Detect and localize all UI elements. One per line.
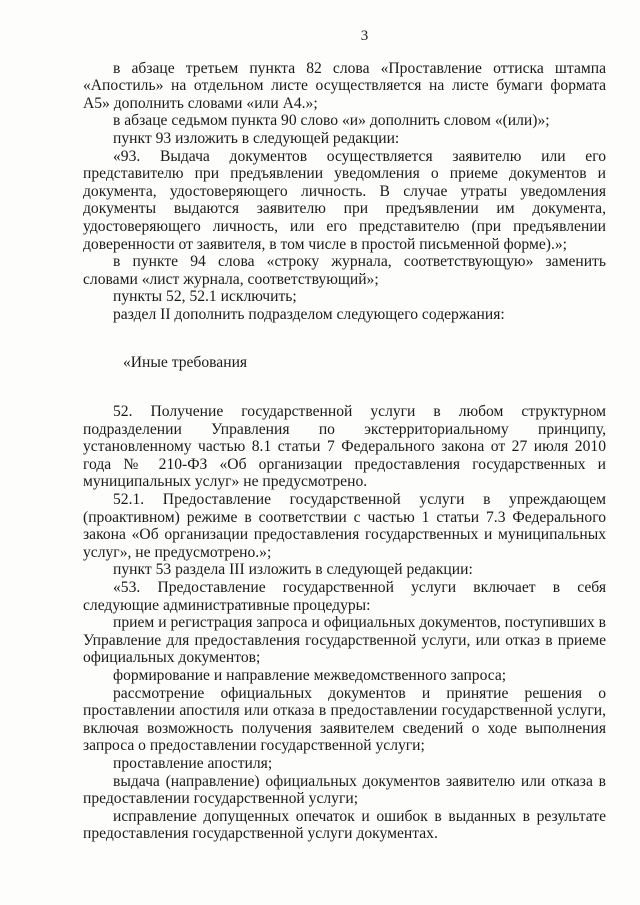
section-heading: «Иные требования	[123, 353, 248, 371]
procedure-item: рассмотрение официальных документов и принятие решения о проставлении апостиля или отказа в предоставлении государственной услуги, включая возможность получения заявителем сведений о ходе выполнения запроса о предоставлении государственной услуги;	[83, 684, 606, 755]
procedure-item: выдача (направление) официальных документов заявителю или отказа в предоставлении государственной услуги;	[83, 772, 606, 808]
procedure-item: прием и регистрация запроса и официальных документов, поступивших в Управление для предоставления государственной услуги, или отказ в приеме официальных документов;	[83, 614, 606, 667]
procedure-item: исправление допущенных опечаток и ошибок в выданных в результате предоставления государственной услуги документах.	[83, 807, 606, 843]
page-number: 3	[360, 28, 369, 44]
paragraph-amend-93-intro: пункт 93 изложить в следующей редакции:	[113, 129, 400, 147]
paragraph-item-52: 52. Получение государственной услуги в любом структурном подразделении Управления по экстерриториальному принципу, установленному частью 8.1 статьи 7 Федерального закона от 27 июля 2010 года № 210-ФЗ «Об организации предоставления государственных и муниципальных услуг» не предусмотрено.	[83, 403, 606, 491]
paragraph-amend-53-intro: пункт 53 раздела III изложить в следующей редакции:	[113, 561, 473, 579]
paragraph-item-53: «53. Предоставление государственной услуги включает в себя следующие административные процедуры:	[83, 579, 606, 614]
paragraph-item-52-1: 52.1. Предоставление государственной услуги в упреждающем (проактивном) режиме в соответствии с частью 1 статьи 7.3 Федерального закона «Об организации предоставления государственных и муниципальных услуг», не предусмотрено.»;	[83, 491, 606, 561]
paragraph-remove-52: пункты 52, 52.1 исключить;	[113, 288, 297, 306]
paragraph-section-2-add: раздел II дополнить подразделом следующего содержания:	[113, 305, 505, 323]
paragraph-amend-82: в абзаце третьем пункта 82 слова «Проставление оттиска штампа «Апостиль» на отдельном листе осуществляется на листе бумаги формата А5» дополнить словами «или А4.»;	[83, 59, 606, 112]
procedure-item: формирование и направление межведомственного запроса;	[113, 667, 507, 684]
paragraph-amend-94: в пункте 94 слова «строку журнала, соответствующую» заменить словами «лист журнала, соответствующий»;	[83, 253, 606, 288]
procedure-item: проставление апостиля;	[113, 754, 273, 772]
paragraph-amend-90: в абзаце седьмом пункта 90 слово «и» дополнить словом «(или)»;	[113, 112, 550, 130]
paragraph-item-93: «93. Выдача документов осуществляется заявителю или его представителю при предъявлении уведомления о приеме документов и документа, удостоверяющего личность. В случае утраты уведомления документы выдаются заявителю при предъявлении им документа, удостоверяющего личность, или его представителю (при предъявлении доверенности от заявителя, в том числе в простой письменной форме).»;	[83, 147, 606, 253]
